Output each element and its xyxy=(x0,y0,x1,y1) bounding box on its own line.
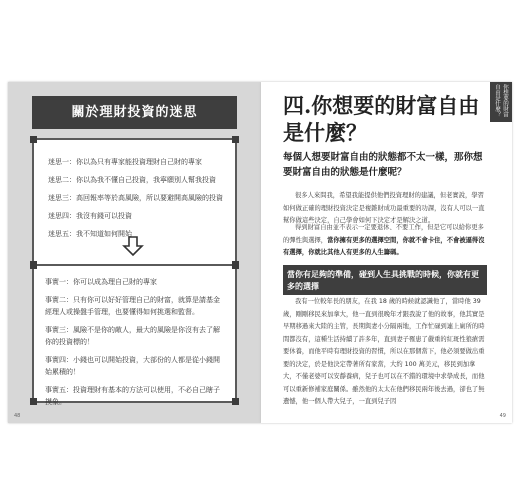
section-subheading: 當你有足夠的準備，碰到人生具挑戰的時候，你就有更多的選擇 xyxy=(283,265,487,295)
body-text: 得到財富自由並不表示一定要退休、不要工作，但是它可以給你更多的彈性與選擇， xyxy=(283,224,484,244)
corner-mark xyxy=(232,398,239,405)
myth-item: 迷思一：你以為只有專家能投資理財自己財的專家 xyxy=(48,158,202,166)
fact-item: 事實二：只有你可以好好管理自己的財富，就算是請基金經理人或操盤手管理，也要懂得如何挑選和監督。 xyxy=(45,295,220,316)
myths-list xyxy=(48,153,227,243)
arrow-down-icon xyxy=(122,235,144,257)
myth-item: 迷思二：你以為我不懂自己投資，我寧願別人幫我投資 xyxy=(48,176,216,184)
page-number: 48 xyxy=(14,413,21,419)
body-paragraph: 很多人來問我，希望我能提供他們投資理財的建議，但老實說，學習如何做正確的理財投資決定是複雜財成功最重要的功課，沒有人可以一直幫你做這些決定，自己學會如何下決定才是解決之道。 xyxy=(283,192,485,224)
chapter-title xyxy=(283,92,479,146)
myths-box-title: 關於理財投資的迷思 xyxy=(32,96,237,129)
corner-mark xyxy=(30,398,37,405)
myth-item: 迷思五：我不知道如何開始 xyxy=(48,230,132,238)
myth-item: 迷思三：高回報率等於高風險，所以要避開高風險的投資 xyxy=(48,194,223,202)
fact-item: 事實三：風險不是你的敵人，最大的風險是你沒有去了解你的投資標的！ xyxy=(45,325,220,346)
chapter-title-line: 是什麼？ xyxy=(283,120,367,145)
facts-list xyxy=(45,276,226,414)
left-page xyxy=(8,82,261,423)
right-page xyxy=(261,82,512,423)
fact-item: 事實五：投資理財有基本的方法可以使用，不必自己瞎子摸象。 xyxy=(45,385,220,406)
chapter-title-line: 四.你想要的財富自由 xyxy=(283,93,480,118)
body-paragraph: 我有一位較年長的朋友，在我 18 歲的時候就認識他了，當時他 39 歲，剛剛移民來加拿大，他一直到很晚年才跟我說了他的故事，他其實是早期移過來大陸的主管，長期與妻小分隔兩地，工作忙碌到連上廁所的時間都沒有，這種生活持續了許多年，直到妻子罹患了嚴重的紅斑性狼瘡需要休養，而他平時有理財投資的習慣，所以在那個當下，他必須要做出重要的決定，於是他決定帶著所有家當，大約 100 萬美元，移民到加拿大，不僅老婆可以安靜養病，兒子也可以在不錯的環境中求學成長，而他可以重新修補家庭關係。雖然他的太太在他們移民兩年後去過，卻也了無遺憾，他一個人帶大兒子，一直到兒子因 xyxy=(283,298,485,405)
lead-paragraph: 每個人想要財富自由的狀態都不太一樣，那你想要財富自由的狀態是什麼呢？ xyxy=(283,152,483,178)
body-paragraph xyxy=(283,222,487,260)
page-number: 49 xyxy=(499,413,506,419)
myth-item: 迷思四：我沒有錢可以投資 xyxy=(48,212,132,220)
fact-item: 事實一：你可以成為理自己財的專家 xyxy=(45,278,157,286)
corner-mark xyxy=(232,262,239,269)
corner-mark xyxy=(30,262,37,269)
corner-mark xyxy=(232,136,239,143)
chapter-side-tab: 你想要的財富自由是什麼？ xyxy=(490,82,512,122)
fact-item: 事實四：小錢也可以開始投資，大部份的人都是從小錢開始累積的！ xyxy=(45,355,220,376)
emphasis-text: 當你擁有更多的選擇空間，你就不會卡住，不會被逼得沒有選擇，你就比其他人有更多的人生籌碼。 xyxy=(283,236,485,256)
corner-mark xyxy=(30,136,37,143)
facts-box xyxy=(32,264,237,406)
